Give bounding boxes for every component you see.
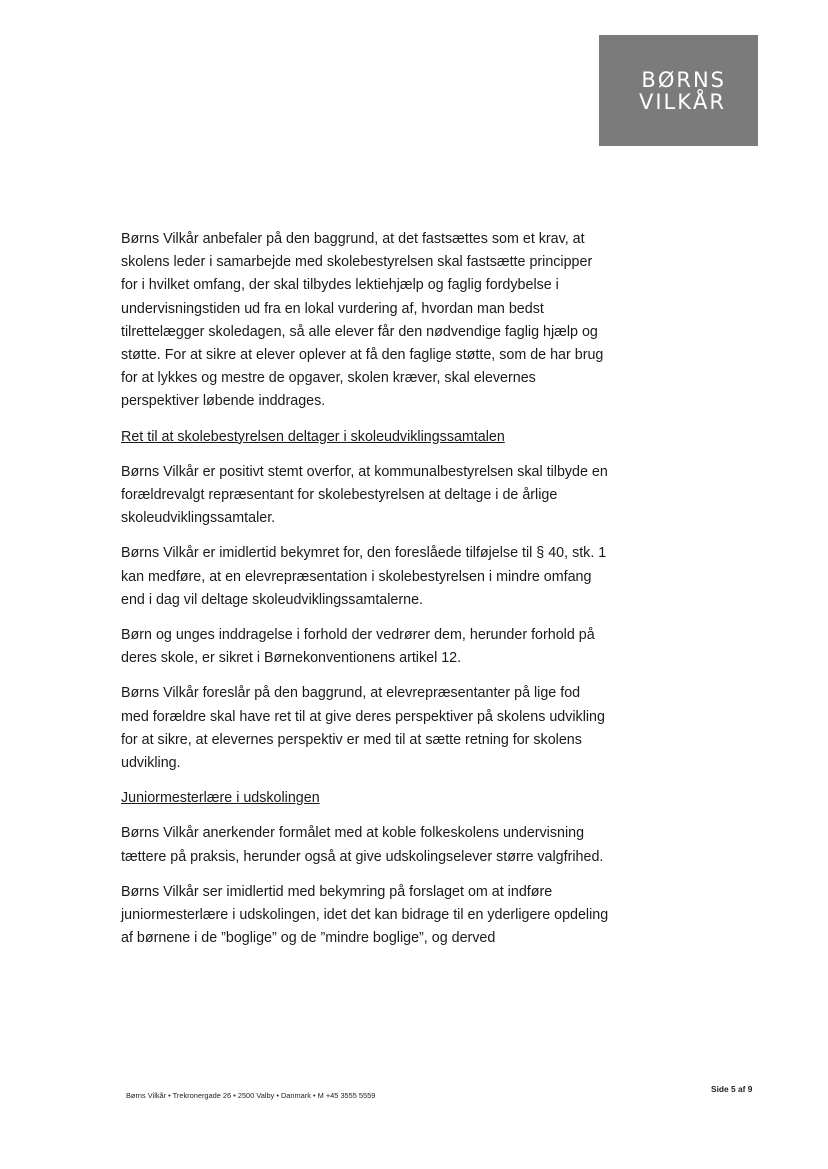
paragraph-elevrepraesentanter: Børns Vilkår foreslår på den baggrund, at elevrepræsentanter på lige fod med forældre skal have ret til at give deres perspektiver på skolens udvikling for at sikre, at elevernes perspektiv er med til at sætte retning for skolens udvikling.: [121, 685, 605, 772]
paragraph-anerkender: Børns Vilkår anerkender formålet med at koble folkeskolens undervisning tættere på praksis, herunder også at give udskolingselever større valgfrihed.: [121, 825, 604, 865]
logo-line-1: BØRNS: [641, 67, 726, 92]
brand-logo: [599, 35, 758, 146]
paragraph-lektiehjaelp: Børns Vilkår anbefaler på den baggrund, at det fastsættes som et krav, at skolens leder i samarbejde med skolebestyrelsen skal fastsætte principper for i hvilket omfang, der skal tilbydes lektiehjælp og faglig fordybelse i undervisningstiden ud fra en lokal vurdering af, hvordan man bedst tilrettelægger skoledagen, så alle elever får den nødvendige faglig hjælp og støtte. For at sikre at elever oplever at få den faglige støtte, som de har brug for at lykkes og mestre de opgaver, skolen kræver, skal elevernes perspektiver løbende inddrages.: [121, 231, 604, 410]
section-heading-skoleudviklingssamtalen: Ret til at skolebestyrelsen deltager i skoleudviklingssamtalen: [121, 428, 505, 445]
document-body: [121, 228, 611, 962]
paragraph-positivt-stemt: Børns Vilkår er positivt stemt overfor, at kommunalbestyrelsen skal tilbyde en forældrevalgt repræsentant for skolebestyrelsen at deltage i de årlige skoleudviklingssamtaler.: [121, 463, 608, 527]
section-heading-juniormesterlaere: Juniormesterlære i udskolingen: [121, 790, 320, 807]
page-number: Side 5 af 9: [711, 1084, 753, 1094]
paragraph-bekymret: Børns Vilkår er imidlertid bekymret for, den foreslåede tilføjelse til § 40, stk. 1 kan medføre, at en elevrepræsentation i skolebestyrelsen i mindre omfang end i dag vil deltage skoleudviklingssamtalerne.: [121, 545, 607, 608]
footer-address: Børns Vilkår • Trekronergade 26 • 2500 Valby • Danmark • M +45 3555 5559: [126, 1091, 376, 1100]
logo-line-2: VILKÅR: [639, 89, 726, 114]
paragraph-bekymring-juniormesterlaere: Børns Vilkår ser imidlertid med bekymring på forslaget om at indføre juniormesterlære i udskolingen, idet det kan bidrage til en yderligere opdeling af børnene i de ”boglige” og de ”mindre boglige”, og derved: [121, 883, 609, 947]
paragraph-boernekonventionen: Børn og unges inddragelse i forhold der vedrører dem, herunder forhold på deres skole, er sikret i Børnekonventionens artikel 12.: [121, 627, 595, 667]
